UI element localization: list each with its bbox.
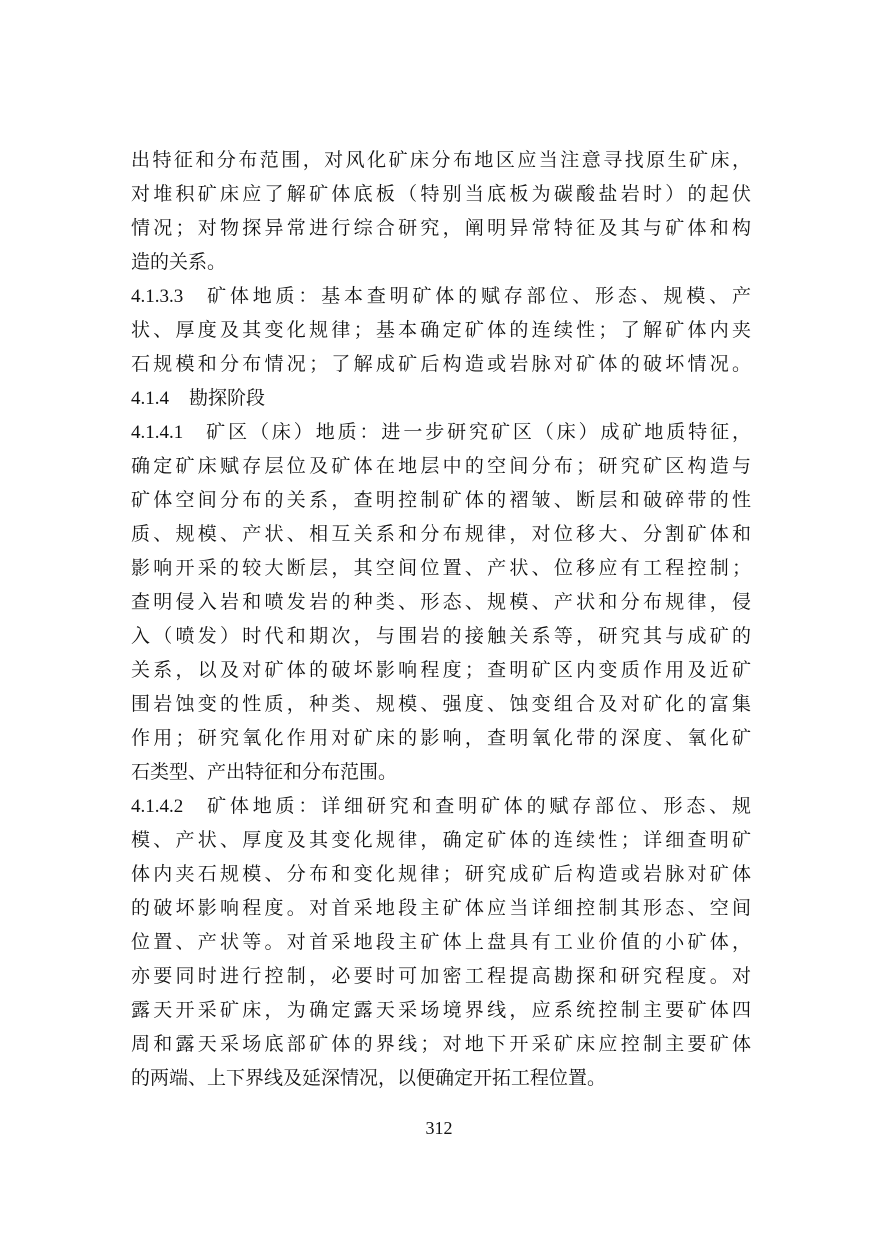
text-line: 矿体空间分布的关系，查明控制矿体的褶皱、断层和破碎带的性 — [131, 489, 751, 511]
section-heading — [131, 381, 751, 415]
text-line: 模、产状、厚度及其变化规律，确定矿体的连续性；详细查明矿 — [131, 829, 751, 851]
text-line: 周和露天采场底部矿体的界线；对地下开采矿床应控制主要矿体 — [131, 1033, 751, 1055]
text-line: 的两端、上下界线及延深情况，以便确定开拓工程位置。 — [131, 1067, 607, 1089]
text-line: 状、厚度及其变化规律；基本确定矿体的连续性；了解矿体内夹 — [131, 319, 751, 341]
text-line: 入（喷发）时代和期次，与围岩的接触关系等，研究其与成矿的 — [131, 625, 751, 647]
section-line — [131, 789, 751, 823]
text-line: 位置、产状等。对首采地段主矿体上盘具有工业价值的小矿体， — [131, 931, 751, 953]
text-line: 的破坏影响程度。对首采地段主矿体应当详细控制其形态、空间 — [131, 897, 751, 919]
text-line: 造的关系。 — [131, 251, 227, 273]
text-line: 对堆积矿床应了解矿体底板（特别当底板为碳酸盐岩时）的起伏 — [131, 183, 751, 205]
text-line: 围岩蚀变的性质，种类、规模、强度、蚀变组合及对矿化的富集 — [131, 693, 751, 715]
text-line: 情况；对物探异常进行综合研究，阐明异常特征及其与矿体和构 — [131, 217, 751, 239]
page-body — [131, 143, 751, 1095]
text-line: 体内夹石规模、分布和变化规律；研究成矿后构造或岩脉对矿体 — [131, 863, 751, 885]
text-line: 露天开采矿床，为确定露天采场境界线，应系统控制主要矿体四 — [131, 999, 751, 1021]
page-number: 312 — [425, 1118, 453, 1138]
section-line — [131, 415, 751, 449]
text-line: 矿体地质：详细研究和查明矿体的赋存部位、形态、规 — [203, 795, 751, 817]
text-line: 石类型、产出特征和分布范围。 — [131, 761, 398, 783]
text-line: 质、规模、产状、相互关系和分布规律，对位移大、分割矿体和 — [131, 523, 751, 545]
section-line — [131, 279, 751, 313]
text-line: 石规模和分布情况；了解成矿后构造或岩脉对矿体的破坏情况。 — [131, 353, 751, 375]
section-number: 4.1.4.1 — [131, 422, 184, 443]
text-line: 矿体地质：基本查明矿体的赋存部位、形态、规模、产 — [203, 285, 751, 307]
text-line: 作用；研究氧化作用对矿床的影响，查明氧化带的深度、氧化矿 — [131, 727, 751, 749]
text-line: 查明侵入岩和喷发岩的种类、形态、规模、产状和分布规律，侵 — [131, 591, 751, 613]
section-title: 勘探阶段 — [189, 387, 266, 409]
text-line: 确定矿床赋存层位及矿体在地层中的空间分布；研究矿区构造与 — [131, 455, 751, 477]
section-number: 4.1.4.2 — [131, 796, 184, 817]
text-line: 影响开采的较大断层，其空间位置、产状、位移应有工程控制； — [131, 557, 751, 579]
text-line: 亦要同时进行控制，必要时可加密工程提高勘探和研究程度。对 — [131, 965, 751, 987]
section-number: 4.1.3.3 — [131, 286, 184, 307]
text-line: 出特征和分布范围，对风化矿床分布地区应当注意寻找原生矿床， — [131, 149, 751, 171]
text-line: 关系，以及对矿体的破坏影响程度；查明矿区内变质作用及近矿 — [131, 659, 751, 681]
section-number: 4.1.4 — [131, 388, 169, 409]
text-line: 矿区（床）地质：进一步研究矿区（床）成矿地质特征， — [203, 421, 751, 443]
